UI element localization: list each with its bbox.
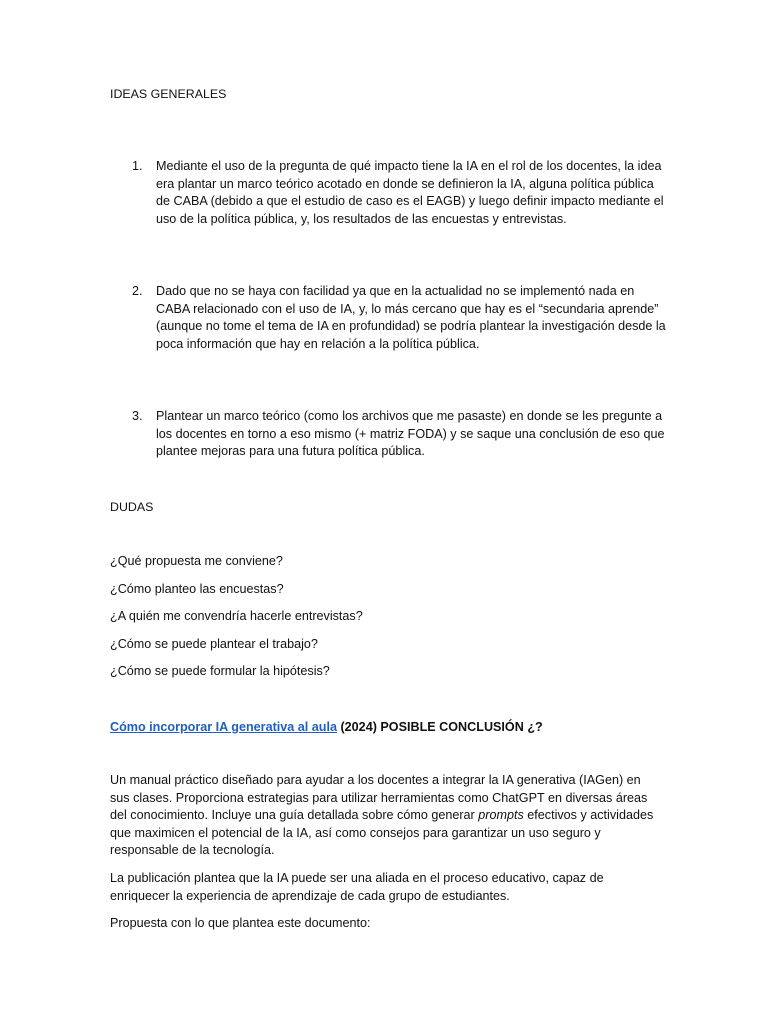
paragraph-publication: La publicación plantea que la IA puede ser una aliada en el proceso educativo, capaz de enriquecer la experiencia de aprendizaje de cada grupo de estudiantes.: [110, 871, 604, 903]
question-item: ¿A quién me convendría hacerle entrevistas?: [110, 609, 363, 623]
question-item: ¿Qué propuesta me conviene?: [110, 554, 283, 568]
reference-link[interactable]: Cómo incorporar IA generativa al aula: [110, 720, 337, 734]
paragraph-manual-description: [110, 772, 655, 860]
question-item: ¿Cómo se puede plantear el trabajo?: [110, 637, 318, 651]
list-item-number: 1.: [132, 159, 143, 173]
section-heading-dudas: DUDAS: [110, 500, 154, 514]
paragraph-proposal: Propuesta con lo que plantea este documento:: [110, 916, 371, 930]
paragraph-text: efectivos y actividades que maximicen el potencial de la IA, así como consejos para garantizar un uso seguro y responsable de la tecnología.: [110, 808, 654, 858]
reference-line: [110, 719, 655, 737]
list-item-number: 2.: [132, 284, 143, 298]
question-item: ¿Cómo planteo las encuestas?: [110, 582, 284, 596]
paragraph-italic-text: prompts: [478, 808, 524, 823]
list-item-text: Plantear un marco teórico (como los archivos que me pasaste) en donde se les pregunte a los docentes en torno a eso mismo (+ matriz FODA) y se saque una conclusión de eso que plantee mejoras para una futura política pública.: [156, 409, 665, 459]
list-item-text: Dado que no se haya con facilidad ya que en la actualidad no se implementó nada en CABA relacionado con el uso de IA, y, lo más cercano que hay es el “secundaria aprende” (aunque no tome el tema de IA en profundidad) se podría plantear la investigación desde la poca información que hay en relación a la política pública.: [156, 284, 666, 351]
section-heading-ideas: IDEAS GENERALES: [110, 87, 227, 101]
list-item-text: Mediante el uso de la pregunta de qué impacto tiene la IA en el rol de los docentes, la idea era plantar un marco teórico acotado en donde se definieron la IA, alguna política pública de CABA (debido a que el estudio de caso es el EAGB) y luego definir impacto mediante el uso de la política pública, y, los resultados de las encuestas y entrevistas.: [156, 159, 664, 226]
reference-suffix: (2024) POSIBLE CONCLUSIÓN ¿?: [336, 720, 543, 734]
paragraph-text: Un manual práctico diseñado para ayudar a los docentes a integrar la IA generativa (IAGen) en sus clases. Proporciona estrategias para utilizar herramientas como ChatGPT en diversas áreas del conocimiento. Incluye una guía detallada sobre cómo generar: [110, 773, 648, 823]
question-item: ¿Cómo se puede formular la hipótesis?: [110, 664, 330, 678]
list-item-number: 3.: [132, 409, 143, 423]
